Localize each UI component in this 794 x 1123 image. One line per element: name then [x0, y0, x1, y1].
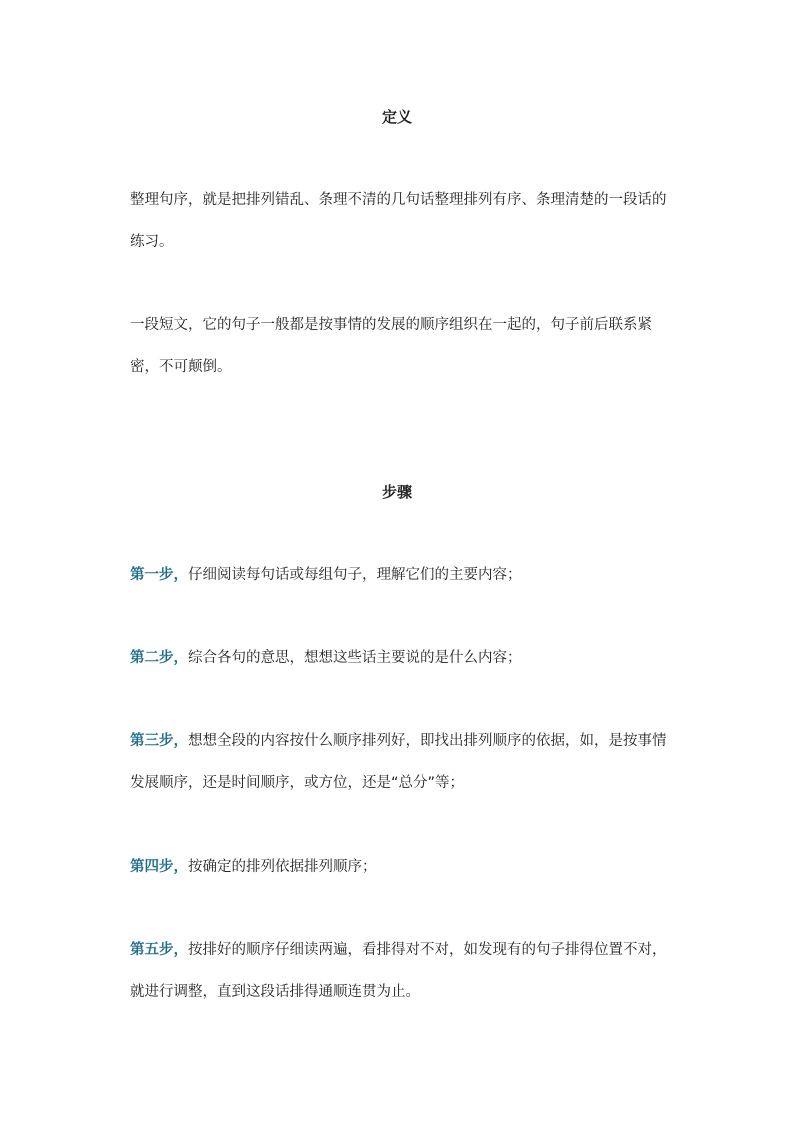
step-2-text: 综合各句的意思，想想这些话主要说的是什么内容； — [188, 650, 522, 666]
step-1-label: 第一步， — [130, 567, 188, 583]
step-5-label: 第五步， — [130, 942, 188, 958]
definition-paragraph-2: 一段短文，它的句子一般都是按事情的发展的顺序组织在一起的，句子前后联系紧密，不可颠倒。 — [130, 317, 652, 375]
definition-heading: 定义 — [381, 108, 412, 126]
step-1-text: 仔细阅读每句话或每组句子，理解它们的主要内容； — [188, 567, 522, 583]
definition-paragraph-1: 整理句序，就是把排列错乱、条理不清的几句话整理排列有序、条理清楚的一段话的练习。 — [130, 192, 667, 250]
steps-heading: 步骤 — [381, 483, 412, 501]
step-5 — [130, 929, 670, 1013]
step-4 — [130, 846, 670, 888]
step-3 — [130, 720, 670, 804]
step-2 — [130, 637, 670, 679]
step-4-label: 第四步， — [130, 859, 188, 875]
step-1 — [130, 554, 670, 596]
step-3-text: 想想全段的内容按什么顺序排列好，即找出排列顺序的依据，如，是按事情发展顺序，还是时间顺序，或方位，还是“总分”等； — [130, 733, 667, 791]
step-2-label: 第二步， — [130, 650, 188, 666]
step-4-text: 按确定的排列依据排列顺序； — [188, 859, 377, 875]
step-5-text: 按排好的顺序仔细读两遍，看排得对不对，如发现有的句子排得位置不对，就进行调整，直到这段话排得通顺连贯为止。 — [130, 942, 667, 1000]
step-3-label: 第三步， — [130, 733, 188, 749]
